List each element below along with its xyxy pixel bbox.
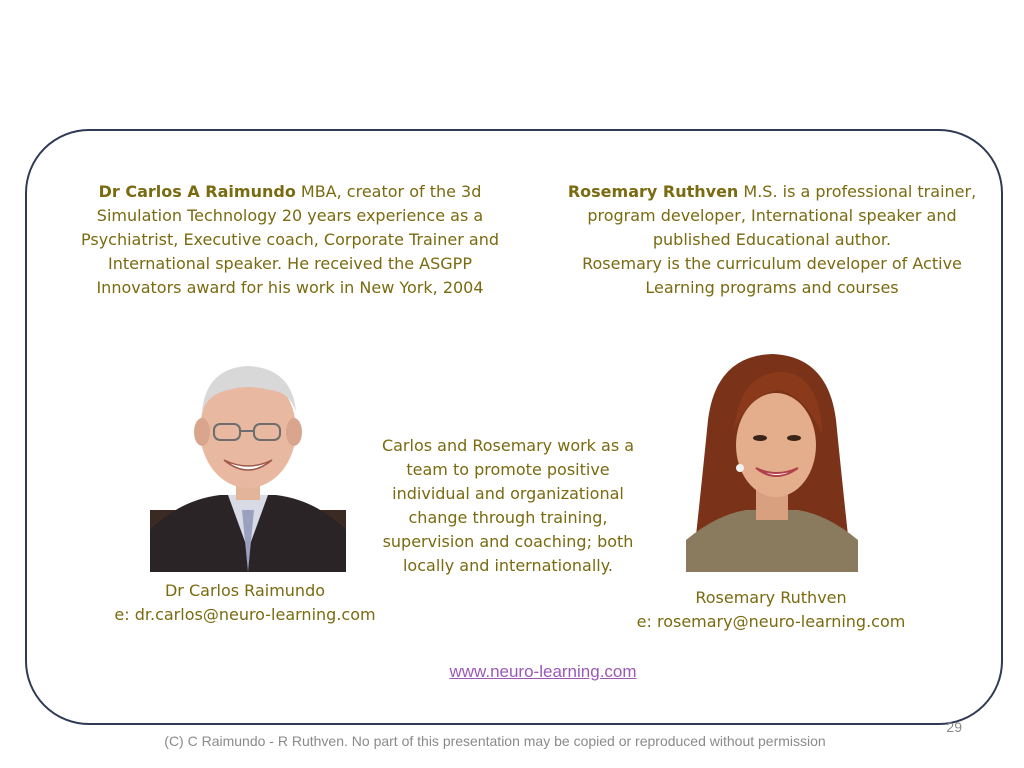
carlos-caption	[100, 579, 390, 627]
website-link[interactable]: www.neuro-learning.com	[449, 662, 637, 681]
rosemary-caption-name: Rosemary Ruthven	[695, 588, 847, 607]
team-description: Carlos and Rosemary work as a team to promote positive individual and organizational change through training, supervision and coaching; both locally and internationally.	[381, 436, 635, 575]
rosemary-email: e: rosemary@neuro-learning.com	[636, 612, 906, 631]
rosemary-caption	[612, 586, 930, 634]
carlos-bio-name: Dr Carlos A Raimundo	[98, 182, 296, 201]
carlos-email: e: dr.carlos@neuro-learning.com	[114, 605, 376, 624]
rosemary-bio-line2: Rosemary is the curriculum developer of Active Learning programs and courses	[582, 254, 962, 297]
copyright-footer: (C) C Raimundo - R Ruthven. No part of this presentation may be copied or reproduced without permission	[164, 733, 826, 749]
rosemary-bio-text: M.S. is a professional trainer, program developer, International speaker and published Educational author.	[587, 182, 977, 249]
carlos-photo	[150, 360, 346, 572]
rosemary-bio	[556, 180, 988, 300]
carlos-bio-text: MBA, creator of the 3d Simulation Technology 20 years experience as a Psychiatrist, Executive coach, Corporate Trainer and International speaker. He received the ASGPP Innovators award for his work in New York, 2004	[81, 182, 499, 297]
slide-number: 29	[946, 719, 962, 735]
rosemary-bio-name: Rosemary Ruthven	[567, 182, 739, 201]
carlos-bio	[68, 180, 512, 300]
carlos-caption-name: Dr Carlos Raimundo	[164, 581, 326, 600]
rosemary-photo	[686, 350, 858, 572]
